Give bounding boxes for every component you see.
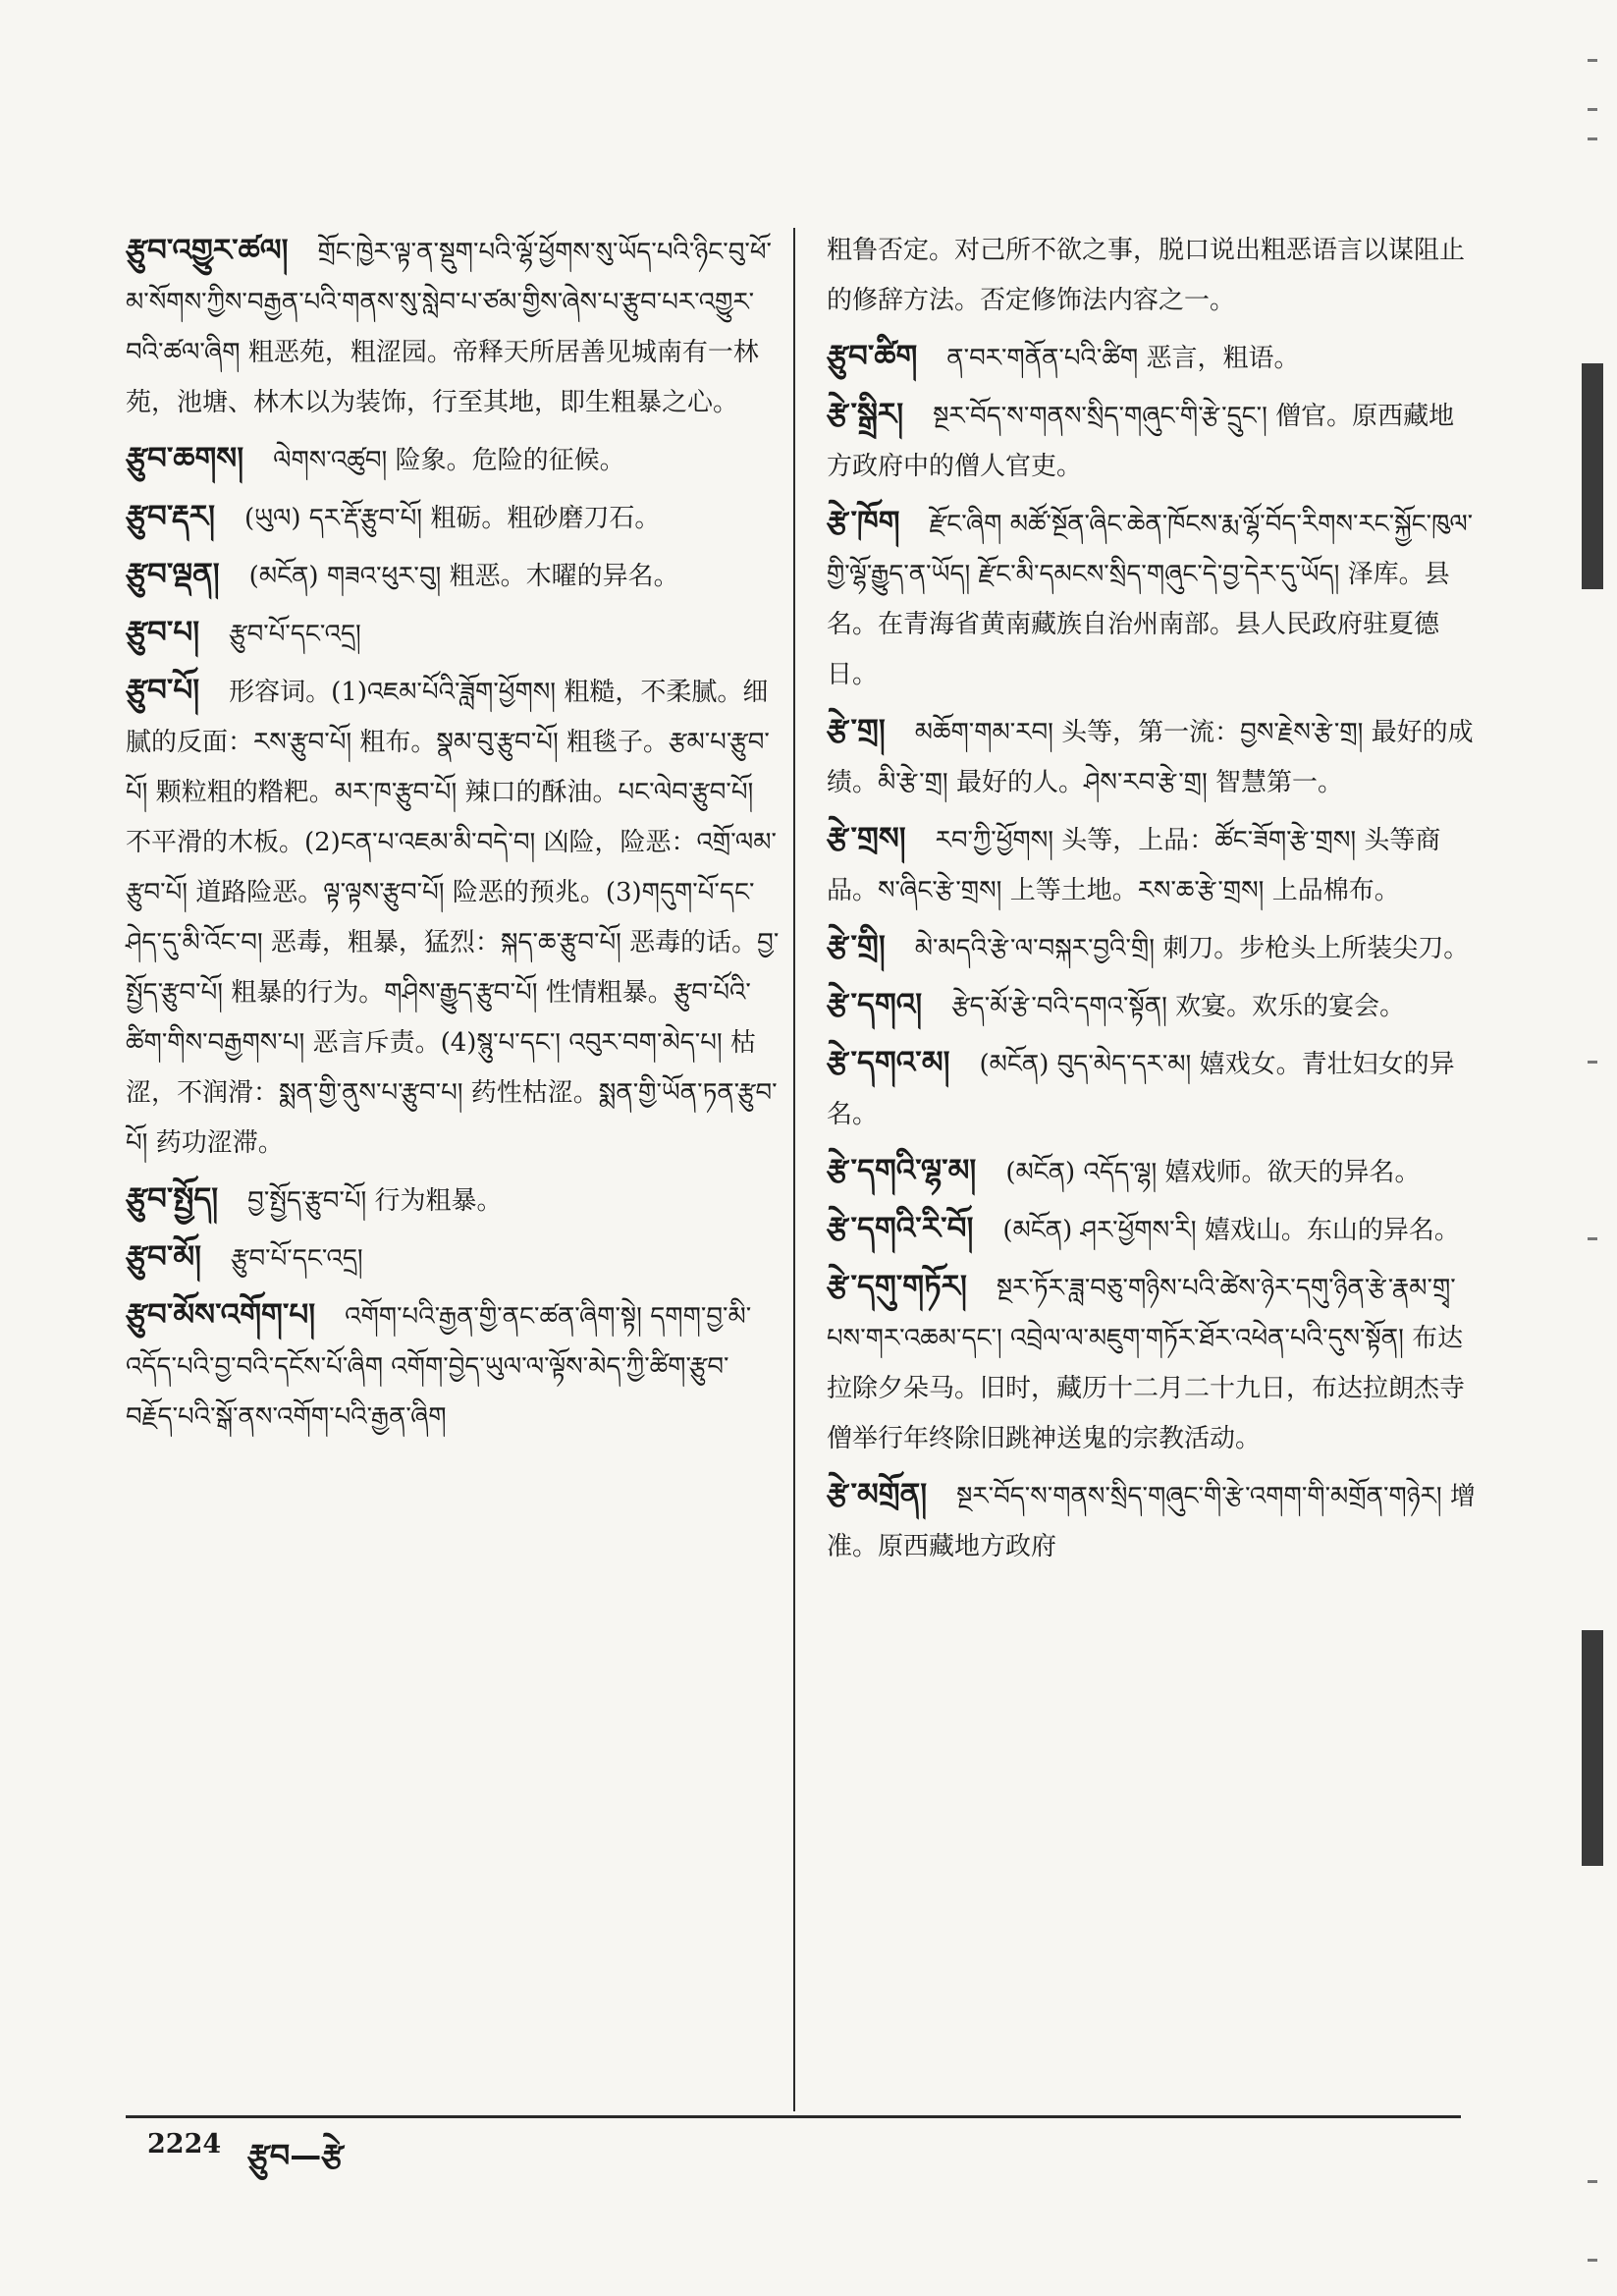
dictionary-entry — [827, 1470, 1480, 1572]
dictionary-entry — [827, 1204, 1480, 1256]
definition: རྩུབ་པོ་དང་འདྲ། — [229, 620, 361, 649]
definition: རྩུབ་པོ་དང་འདྲ། — [231, 1244, 363, 1274]
dictionary-entry — [827, 1262, 1480, 1464]
headword: རྩེ་དགའི་ལྷ་མ། — [827, 1153, 977, 1188]
dictionary-entry — [827, 1146, 1480, 1198]
dictionary-entry — [827, 980, 1480, 1032]
headword: རྩེ་ཁོག — [827, 505, 900, 540]
headword: རྩུབ་རྡར། — [126, 499, 215, 534]
headword: རྩུབ་སྤྱོད། — [126, 1181, 219, 1217]
headword: རྩུབ་ཆགས། — [126, 441, 244, 476]
footer-rule — [126, 2115, 1461, 2118]
dictionary-entry — [827, 332, 1480, 384]
headword: རྩུབ་པོ། — [126, 673, 200, 708]
scan-tick — [1588, 1061, 1597, 1064]
dictionary-entry — [827, 390, 1480, 492]
definition: 形容词。(1)འཇམ་པོའི་ཟློག་ཕྱོགས། 粗糙，不柔腻。细腻的反面：རས་རྩུབ་པོ། 粗布。སྣམ་བུ་རྩུབ་པོ། 粗毯子。རྩམ་པ་རྩུབ་པོ། 颗粒粗的糌粑。མར་ཁ་རྩུབ་པོ། 辣口的酥油。པང་ལེབ་རྩུབ་པོ། 不平滑的木板。(2)ངན་པ་འཇམ་མི་བདེ་བ། 凶险，险恶：འགྲོ་ལམ་རྩུབ་པོ། 道路险恶。ལྟ་ལྟས་རྩུབ་པོ། 险恶的预兆。(3)གདུག་པོ་དང་ཤེད་དུ་མི་འོང་བ། 恶毒，粗暴，猛烈：སྐད་ཆ་རྩུབ་པོ། 恶毒的话。བྱ་སྤྱོད་རྩུབ་པོ། 粗暴的行为。གཤིས་རྒྱུད་རྩུབ་པོ། 性情粗暴。རྩུབ་པོའི་ཚིག་གིས་བརྒྱགས་པ། 恶言斥责。(4)སྙུ་པ་དང་། འབུར་བག་མེད་པ། 枯涩，不润滑：སྨན་གྱི་ནུས་པ་རྩུབ་པ། 药性枯涩。སྨན་གྱི་ཡོན་ཏན་རྩུབ་པོ། 药功涩滞。 — [126, 678, 780, 1158]
definition: (མངོན) གཟའ་ཕུར་བུ། 粗恶。木曜的异名。 — [248, 562, 679, 591]
definition: བྱ་སྤྱོད་རྩུབ་པོ། 行为粗暴。 — [247, 1186, 503, 1216]
running-head: རྩུབ—རྩེ — [247, 2137, 344, 2174]
dictionary-entry — [126, 226, 780, 428]
definition: (མངོན) ཤར་ཕྱོགས་རི། 嬉戏山。东山的异名。 — [1002, 1216, 1460, 1245]
headword: རྩུབ་ལྡན། — [126, 557, 220, 592]
definition: སྔར་བོད་ས་གནས་སྲིད་གཞུང་གི་རྩེ་དྲུང་། 僧官。原西藏地方政府中的僧人官吏。 — [827, 402, 1455, 481]
dictionary-entry — [126, 1290, 780, 1443]
scan-tick — [1588, 108, 1597, 111]
definition: ན་བར་གནོན་པའི་ཚིག 恶言，粗语。 — [946, 344, 1300, 373]
scan-tick — [1588, 1237, 1597, 1240]
left-column — [126, 226, 780, 1449]
definition: གྲོང་ཁྱེར་ལྟ་ན་སྡུག་པའི་ལྷོ་ཕྱོགས་སུ་ཡོད་པའི་ཉིང་བུ་ཕོ་མ་སོགས་ཀྱིས་བརྒྱན་པའི་གནས་སུ་སླེབ་པ་ཙམ་གྱིས་ཞེས་པ་རྩུབ་པར་འགྱུར་བའི་ཚལ་ཞིག 粗恶苑，粗涩园。帝释天所居善见城南有一林苑，池塘、林木以为装饰，行至其地，即生粗暴之心。 — [126, 238, 772, 417]
dictionary-entry — [126, 550, 780, 602]
definition: (ཡུལ) དར་རྡོ་རྩུབ་པོ། 粗砺。粗砂磨刀石。 — [244, 504, 661, 533]
scan-edge-mark — [1582, 363, 1603, 589]
scan-tick — [1588, 137, 1597, 140]
dictionary-entry — [126, 1232, 780, 1285]
definition: རབ་ཀྱི་ཕྱོགས། 头等，上品：ཚོང་ཟོག་རྩེ་གྲས། 头等商品。ས་ཞིང་རྩེ་གྲས། 上等土地。རས་ཆ་རྩེ་གྲས། 上品棉布。 — [827, 826, 1441, 905]
dictionary-entry — [126, 666, 780, 1169]
headword: རྩེ་དགའ་མ། — [827, 1045, 950, 1080]
definition: མཆོག་གམ་རབ། 头等，第一流：བྱས་རྗེས་རྩེ་གྲ། 最好的成绩。མི་རྩེ་གྲ། 最好的人。ཤེས་རབ་རྩེ་གྲ། 智慧第一。 — [827, 718, 1474, 797]
headword: རྩེ་གྲི། — [827, 929, 886, 964]
definition: རྩེད་མོ་རྩེ་བའི་དགའ་སྟོན། 欢宴。欢乐的宴会。 — [951, 992, 1406, 1021]
dictionary-entry — [126, 434, 780, 486]
headword: རྩེ་སྒྲིར། — [827, 397, 904, 432]
headword: རྩུབ་འགྱུར་ཚལ། — [126, 233, 289, 268]
headword: རྩེ་དགུ་གཏོར། — [827, 1269, 967, 1304]
definition: སྔར་ཏོར་ཟླ་བཅུ་གཉིས་པའི་ཚེས་ཉེར་དགུ་ཉིན་རྩེ་རྣམ་གྲྭ་པས་གར་འཆམ་དང་། འབྲེལ་ལ་མཇུག་གཏོར་ཐོར་འཕེན་པའི་དུས་སྟོན། 布达拉除夕朵马。旧时，藏历十二月二十九日，布达拉朗杰寺僧举行年终除旧跳神送鬼的宗教活动。 — [827, 1274, 1466, 1453]
dictionary-entry — [827, 814, 1480, 916]
dictionary-entry — [827, 498, 1480, 700]
headword: རྩེ་མགྲོན། — [827, 1477, 928, 1512]
scan-tick — [1588, 59, 1597, 62]
dictionary-entry — [126, 492, 780, 544]
headword: རྩུབ་པ། — [126, 615, 200, 650]
headword: རྩེ་དགའ། — [827, 987, 923, 1022]
scan-tick — [1588, 2180, 1597, 2183]
page-number: 2224 — [147, 2129, 222, 2159]
headword: རྩུབ་མོས་འགོག་པ། — [126, 1297, 316, 1333]
headword: རྩེ་གྲས། — [827, 821, 906, 856]
dictionary-entry — [126, 1175, 780, 1227]
dictionary-entry — [126, 608, 780, 660]
right-column — [827, 226, 1480, 1578]
column-divider — [793, 228, 795, 2111]
headword: རྩེ་གྲ། — [827, 713, 886, 748]
definition: (མངོན) བུད་མེད་དར་མ། 嬉戏女。青壮妇女的异名。 — [827, 1050, 1455, 1129]
definition: (མངོན) འདོད་ལྷ། 嬉戏师。欲天的异名。 — [1005, 1158, 1421, 1187]
dictionary-entry — [827, 706, 1480, 808]
headword: རྩེ་དགའི་རི་བོ། — [827, 1211, 974, 1246]
dictionary-entry — [827, 922, 1480, 974]
scan-tick — [1588, 2259, 1597, 2262]
definition: ལེགས་འཚུབ། 险象。危险的征候。 — [273, 446, 625, 475]
definition: རྫོང་ཞིག མཚོ་སྔོན་ཞིང་ཆེན་ཁོངས་རྨ་ལྷོ་བོད་རིགས་རང་སྐྱོང་ཁུལ་གྱི་ལྷོ་རྒྱུད་ན་ཡོད། རྫོང་མི་དམངས་སྲིད་གཞུང་དེ་བྱ་དེར་དུ་ཡོད། 泽库。县名。在青海省黄南藏族自治州南部。县人民政府驻夏德日。 — [827, 510, 1474, 689]
definition: སྔར་བོད་ས་གནས་སྲིད་གཞུང་གི་རྩེ་འགག་གི་མགྲོན་གཉེར། 增准。原西藏地方政府 — [827, 1482, 1476, 1561]
definition: འགོག་པའི་རྒྱན་གྱི་ནང་ཚན་ཞིག་སྟེ། དགག་བྱ་མི་འདོད་པའི་བྱ་བའི་དངོས་པོ་ཞིག འགོག་བྱེད་ཡུལ་ལ་ལྟོས་མེད་ཀྱི་ཚིག་རྩུབ་བརྗོད་པའི་སྒོ་ནས་འགོག་པའི་རྒྱན་ཞིག — [126, 1302, 752, 1432]
headword: རྩུབ་ཚིག — [827, 339, 918, 374]
dictionary-entry — [827, 1038, 1480, 1140]
continuation-text: 粗鲁否定。对己所不欲之事，脱口说出粗恶语言以谋阻止的修辞方法。否定修饰法内容之一。 — [827, 236, 1466, 315]
definition: མེ་མདའི་རྩེ་ལ་བསྐར་བྱའི་གྲི། 刺刀。步枪头上所装尖刀。 — [914, 934, 1470, 963]
headword: རྩུབ་མོ། — [126, 1239, 202, 1275]
scan-edge-mark — [1582, 1630, 1603, 1866]
